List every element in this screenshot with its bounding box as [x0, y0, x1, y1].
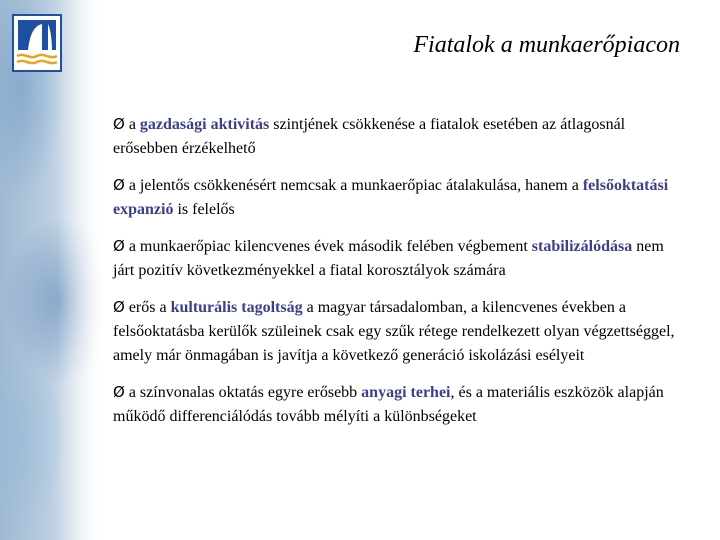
- bullet-text: a jelentős csökkenésért nemcsak a munkaerőpiac átalakulása, hanem a: [128, 177, 583, 194]
- bullet-item: [113, 112, 688, 161]
- bullet-item: [113, 380, 688, 429]
- bullet-item: [113, 173, 688, 222]
- bullet-text: a munkaerőpiac kilencvenes évek második felében végbement: [128, 238, 532, 255]
- institution-logo-icon: [12, 14, 62, 72]
- bullet-keyword: kulturális tagoltság: [170, 299, 303, 316]
- arrow-bullet-icon: Ø: [113, 115, 125, 133]
- bullet-text: a magyar társadalomban, a kilencvenes években a felsőoktatásba kerülők szüleinek csak egy szűk rétege rendelkezett olyan végzettséggel, amely már önmagában is javítja a következő generáció iskolázási esélyeit: [113, 299, 675, 364]
- bullet-keyword: gazdasági aktivitás: [139, 116, 270, 133]
- bullet-text: erős a: [128, 299, 171, 316]
- bullet-keyword: felsőoktatási expanzió: [113, 177, 669, 218]
- arrow-bullet-icon: Ø: [113, 383, 125, 401]
- bullet-item: [113, 295, 688, 368]
- bullet-item: [113, 234, 688, 283]
- bullet-keyword: anyagi terhei: [361, 384, 451, 401]
- bullet-text: a színvonalas oktatás egyre erősebb: [128, 384, 362, 401]
- bullet-text: a: [128, 116, 140, 133]
- bullet-list: [113, 112, 688, 441]
- arrow-bullet-icon: Ø: [113, 237, 125, 255]
- decorative-side-band: [0, 0, 105, 540]
- bullet-text: is felelős: [173, 201, 235, 218]
- slide-title: Fiatalok a munkaerőpiacon: [413, 32, 680, 58]
- bullet-keyword: stabilizálódása: [531, 238, 633, 255]
- bullet-text: , és a materiális eszközök alapján működő differenciálódás tovább mélyíti a különbségeket: [113, 384, 664, 425]
- arrow-bullet-icon: Ø: [113, 176, 125, 194]
- arrow-bullet-icon: Ø: [113, 298, 125, 316]
- bullet-text: szintjének csökkenése a fiatalok esetében az átlagosnál erősebben érzékelhető: [113, 116, 626, 157]
- bullet-text: nem járt pozitív következményekkel a fiatal korosztályok számára: [113, 238, 664, 279]
